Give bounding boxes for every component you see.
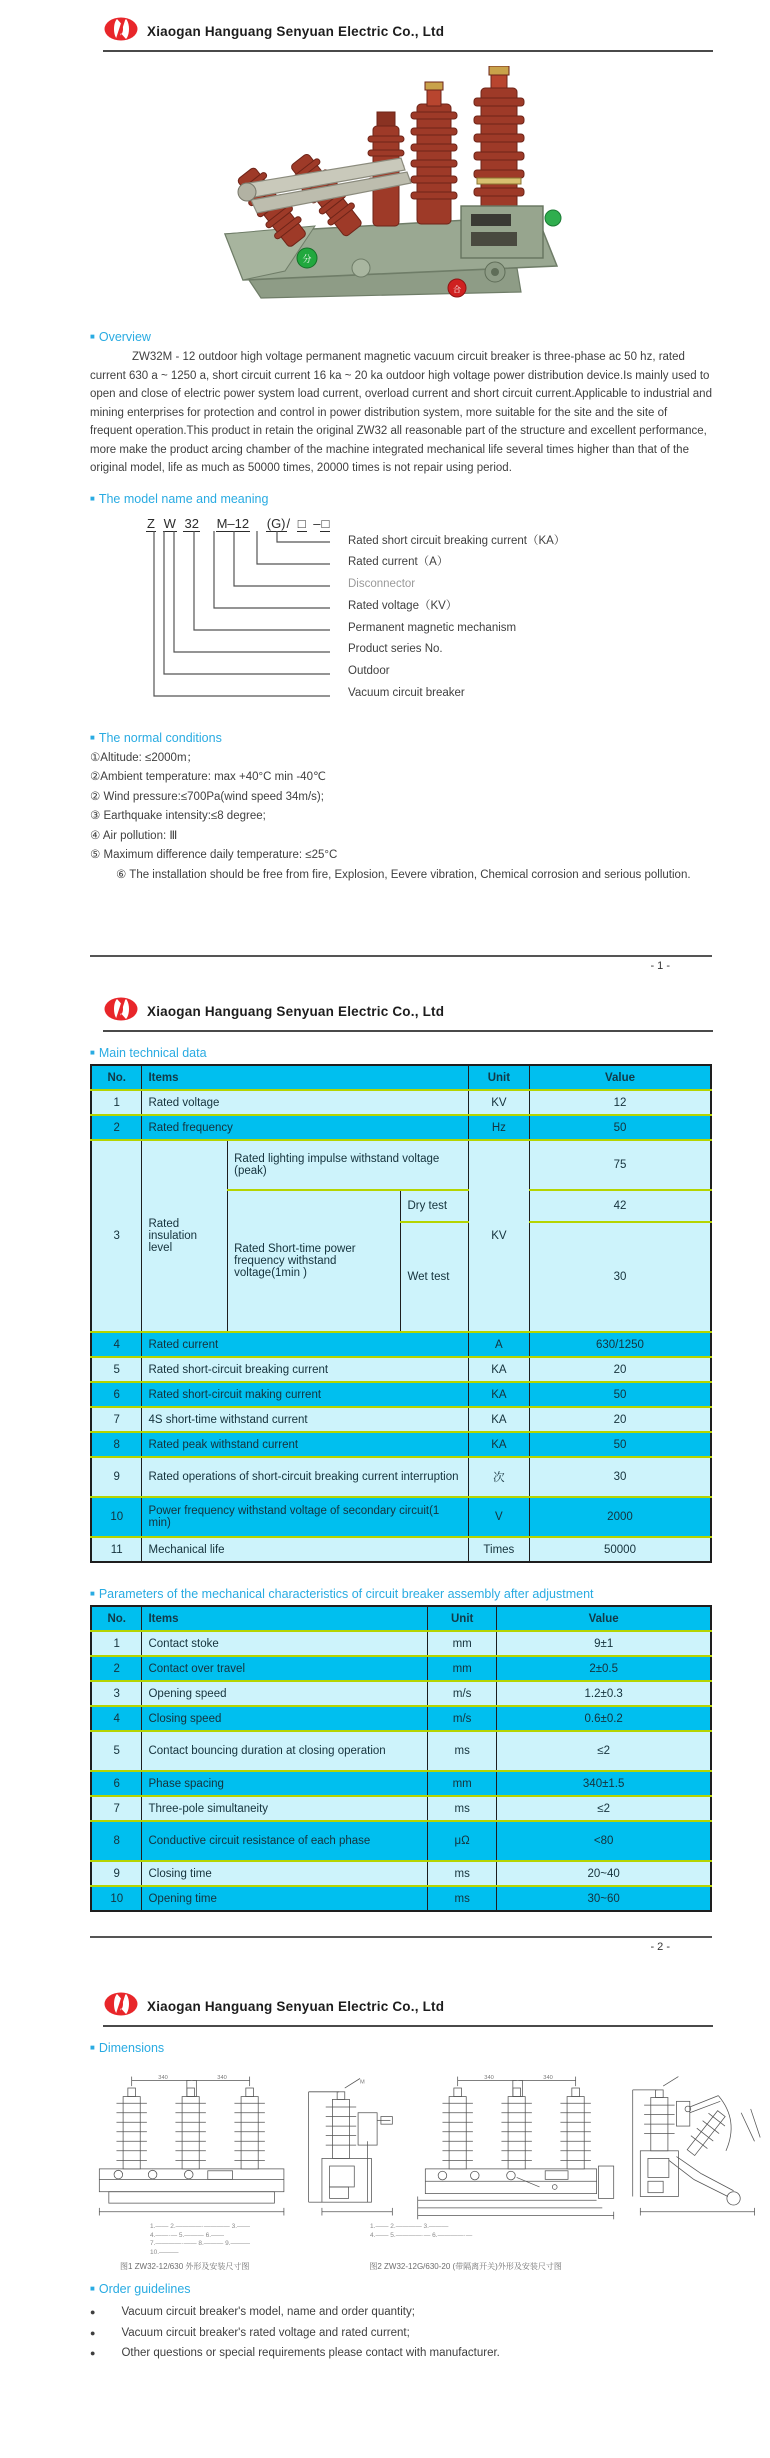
code-part-box1: □ — [297, 515, 306, 531]
table-row — [91, 1681, 711, 1706]
cell-item: Rated voltage — [142, 1090, 468, 1115]
table-header-row — [91, 1606, 711, 1631]
order-item-text: Vacuum circuit breaker's rated voltage and rated current; — [121, 2326, 410, 2339]
cell-unit: KA — [468, 1407, 529, 1432]
page-1 — [0, 0, 770, 980]
section-bullet-icon: ■ — [90, 2284, 95, 2293]
cell-unit: μΩ — [428, 1821, 497, 1861]
cell-item: Mechanical life — [142, 1537, 468, 1562]
cell-no: 1 — [91, 1090, 142, 1115]
cell-value: 75 — [529, 1140, 711, 1190]
table-row — [91, 1357, 711, 1382]
cell-value: ≤2 — [497, 1796, 711, 1821]
model-label: Disconnector — [348, 578, 416, 591]
mech-title: Parameters of the mechanical characteristics of circuit breaker assembly after adjustment — [98, 1587, 594, 1601]
cell-no: 3 — [91, 1140, 142, 1332]
svg-text:340: 340 — [158, 2074, 168, 2081]
code-part-z: Z — [147, 515, 155, 531]
table-row — [91, 1886, 711, 1911]
cell-unit: Times — [468, 1537, 529, 1562]
cell-group: Rated insulation level — [142, 1140, 228, 1332]
order-item-text: Other questions or special requirements please contact with manufacturer. — [121, 2347, 500, 2359]
cell-item: Contact over travel — [142, 1656, 428, 1681]
svg-text:合: 合 — [453, 285, 461, 294]
cell-unit: ms — [428, 1796, 497, 1821]
col-items: Items — [142, 1065, 468, 1090]
cell-item: Power frequency withstand voltage of secondary circuit(1 min) — [142, 1497, 468, 1537]
cell-value: 20 — [529, 1407, 711, 1432]
table-row — [91, 1706, 711, 1731]
tech-title: Main technical data — [98, 1046, 207, 1060]
section-bullet-icon: ■ — [90, 732, 95, 742]
cell-item: Closing speed — [142, 1706, 428, 1731]
page-header — [0, 1975, 770, 2027]
cell-dry: Dry test — [401, 1190, 468, 1222]
condition-item: ①Altitude: ≤2000m； — [90, 751, 199, 764]
cell-no: 3 — [91, 1681, 142, 1706]
model-label: Rated short circuit breaking current（KA） — [348, 534, 566, 547]
cell-value: 0.6±0.2 — [497, 1706, 711, 1731]
cell-no: 5 — [91, 1357, 142, 1382]
table-row — [91, 1796, 711, 1821]
table-row — [91, 1821, 711, 1861]
page-number: - 2 - — [650, 1941, 670, 1953]
conditions-list — [90, 749, 720, 886]
cell-unit: V — [468, 1497, 529, 1537]
svg-text:340: 340 — [484, 2074, 494, 2081]
condition-item: ②Ambient temperature: max +40°C min -40℃ — [90, 771, 326, 783]
company-name: Xiaogan Hanguang Senyuan Electric Co., Ltd — [147, 1999, 445, 2014]
order-item — [90, 2343, 770, 2364]
condition-item: ⑤ Maximum difference daily temperature: ≤25°C — [90, 849, 338, 861]
overview-heading — [90, 330, 770, 344]
company-logo-icon — [103, 1991, 139, 2022]
col-no: No. — [91, 1065, 142, 1090]
cell-no: 4 — [91, 1332, 142, 1357]
overview-title: Overview — [98, 330, 151, 344]
cell-item: Rated current — [142, 1332, 468, 1357]
page-2 — [0, 980, 770, 1975]
cell-item: Contact stoke — [142, 1631, 428, 1656]
cell-value: 20~40 — [497, 1861, 711, 1886]
order-item-text: Vacuum circuit breaker's model, name and order quantity; — [121, 2306, 415, 2318]
page-header — [0, 0, 770, 52]
cell-value: 2000 — [529, 1497, 711, 1537]
model-label: Rated voltage（KV） — [348, 599, 458, 612]
table-row — [91, 1497, 711, 1537]
col-no: No. — [91, 1606, 142, 1631]
dimension-drawings — [86, 2071, 770, 2223]
dimensions-heading — [90, 2041, 770, 2055]
code-part-32: 32 — [184, 515, 199, 531]
cell-unit: ms — [428, 1861, 497, 1886]
order-heading — [90, 2282, 770, 2296]
svg-text:340: 340 — [543, 2074, 553, 2081]
cell-item: Contact bouncing duration at closing operation — [142, 1731, 428, 1771]
cell-value: <80 — [497, 1821, 711, 1861]
cell-unit: ms — [428, 1886, 497, 1911]
company-logo-icon — [103, 16, 139, 47]
page-number: - 1 - — [650, 960, 670, 972]
table-row — [91, 1382, 711, 1407]
table-row — [91, 1656, 711, 1681]
cell-value: 12 — [529, 1090, 711, 1115]
bullet-dot-icon: ● — [90, 2307, 96, 2317]
cell-no: 9 — [91, 1457, 142, 1497]
order-title: Order guidelines — [98, 2282, 191, 2296]
cell-sub1: Rated lighting impulse withstand voltage (peak) — [228, 1140, 469, 1190]
model-label: Product series No. — [348, 643, 443, 656]
page-3 — [0, 1975, 770, 2458]
drawing-captions — [120, 2257, 770, 2272]
header-rule — [103, 1030, 713, 1032]
model-heading — [90, 492, 770, 506]
table-row — [91, 1432, 711, 1457]
cell-unit: mm — [428, 1631, 497, 1656]
cell-unit: Hz — [468, 1115, 529, 1140]
model-labels — [348, 531, 728, 705]
svg-text:分: 分 — [302, 254, 312, 264]
cell-unit: KV — [468, 1090, 529, 1115]
cell-wet: Wet test — [401, 1222, 468, 1332]
main-technical-table — [90, 1064, 712, 1563]
conditions-heading — [90, 731, 770, 745]
cell-unit: KA — [468, 1357, 529, 1382]
drawing-caption-left: 图1 ZW32-12/630 外形及安装尺寸图 — [120, 2262, 250, 2271]
cell-item: Rated short-circuit making current — [142, 1382, 468, 1407]
order-guidelines — [90, 2302, 770, 2364]
cell-item: Closing time — [142, 1861, 428, 1886]
code-slash: / — [286, 515, 291, 531]
cell-unit: m/s — [428, 1706, 497, 1731]
overview-text: ZW32M - 12 outdoor high voltage permanent magnetic vacuum circuit breaker is three-phase ac 50 hz, rated current 630 a ~ 1250 a, short circuit current 16 ka ~ 20 ka outdoor high voltage power distribution device.Is mainly used to open and close of electric power system load current, overload current and short circuit current.Applicable to industrial and mining enterprises for protection and control in power distribution system, more suitable for the site and the site of frequent operation.This product in retain the original ZW32 all reasonable part of the structure and excellent performance, more make the product arcing chamber of the machine integrated mechanical life several times higher than that of the original model, life as much as 50000 times, 20000 times is not repair using period. — [90, 351, 712, 474]
table-row-insulation — [91, 1140, 711, 1190]
table-row — [91, 1771, 711, 1796]
col-items: Items — [142, 1606, 428, 1631]
table-row — [91, 1457, 711, 1497]
col-value: Value — [497, 1606, 711, 1631]
condition-item: ④ Air pollution: Ⅲ — [90, 829, 178, 842]
cell-value: 50000 — [529, 1537, 711, 1562]
svg-text:340: 340 — [217, 2074, 227, 2081]
company-name: Xiaogan Hanguang Senyuan Electric Co., Ltd — [147, 1004, 445, 1019]
table-row — [91, 1115, 711, 1140]
table-row — [91, 1861, 711, 1886]
section-bullet-icon: ■ — [90, 493, 95, 503]
section-bullet-icon: ■ — [90, 332, 95, 341]
cell-value: 630/1250 — [529, 1332, 711, 1357]
cell-value: 9±1 — [497, 1631, 711, 1656]
code-part-g: (G) — [266, 515, 286, 531]
drawing-caption-right: 图2 ZW32-12G/630-20 (带隔离开关)外形及安装尺寸图 — [369, 2262, 562, 2271]
code-part-w: W — [163, 515, 176, 531]
dimensions-title: Dimensions — [98, 2041, 165, 2055]
code-part-m12: M–12 — [216, 515, 250, 531]
cell-no: 4 — [91, 1706, 142, 1731]
cell-unit: m/s — [428, 1681, 497, 1706]
table-row — [91, 1731, 711, 1771]
cell-unit: KA — [468, 1432, 529, 1457]
condition-item: ② Wind pressure:≤700Pa(wind speed 34m/s); — [90, 790, 324, 803]
model-diagram — [90, 531, 730, 717]
table-row — [91, 1537, 711, 1562]
company-name: Xiaogan Hanguang Senyuan Electric Co., Ltd — [147, 24, 445, 39]
overview-paragraph — [90, 348, 712, 478]
cell-value: 2±0.5 — [497, 1656, 711, 1681]
cell-unit: A — [468, 1332, 529, 1357]
model-label: Permanent magnetic mechanism — [348, 621, 517, 634]
col-unit: Unit — [428, 1606, 497, 1631]
condition-item: ③ Earthquake intensity:≤8 degree; — [90, 810, 266, 822]
cell-no: 10 — [91, 1886, 142, 1911]
cell-unit: mm — [428, 1771, 497, 1796]
section-bullet-icon: ■ — [90, 1048, 95, 1057]
cell-no: 6 — [91, 1771, 142, 1796]
col-value: Value — [529, 1065, 711, 1090]
model-label: Outdoor — [348, 665, 390, 678]
cell-item: 4S short-time withstand current — [142, 1407, 468, 1432]
model-title: The model name and meaning — [98, 491, 269, 506]
cell-unit: 次 — [468, 1457, 529, 1497]
cell-item: Rated peak withstand current — [142, 1432, 468, 1457]
code-part-box2: □ — [321, 515, 330, 531]
order-item — [90, 2302, 770, 2323]
cell-item: Three-pole simultaneity — [142, 1796, 428, 1821]
cell-no: 8 — [91, 1432, 142, 1457]
drawing-notes-left: 1.—— 2.————·———— 3.—— 4.——·— 5.——— 6.—— 7.————·—— 8.——— 9.——— 10.——— — [150, 2223, 251, 2256]
model-label: Rated current（A） — [348, 556, 449, 569]
tech-heading — [90, 1046, 770, 1060]
table-row — [91, 1332, 711, 1357]
bullet-dot-icon: ● — [90, 2327, 96, 2338]
table-row — [91, 1407, 711, 1432]
cell-item: Rated short-circuit breaking current — [142, 1357, 468, 1382]
col-unit: Unit — [468, 1065, 529, 1090]
page1-footer — [90, 955, 712, 972]
cell-value: 340±1.5 — [497, 1771, 711, 1796]
condition-item: ⑥ The installation should be free from fire, Explosion, Eevere vibration, Chemical corrosion and serious pollution. — [116, 868, 691, 881]
cell-item: Rated operations of short-circuit breaking current interruption — [142, 1457, 468, 1497]
cell-value: 50 — [529, 1382, 711, 1407]
section-bullet-icon: ■ — [90, 1589, 95, 1598]
conditions-title: The normal conditions — [98, 730, 222, 745]
cell-no: 11 — [91, 1537, 142, 1562]
cell-unit: KA — [468, 1382, 529, 1407]
table-row — [91, 1090, 711, 1115]
cell-value: 20 — [529, 1357, 711, 1382]
drawing-notes — [150, 2223, 770, 2257]
cell-item: Opening speed — [142, 1681, 428, 1706]
drawing-side-view-2 — [627, 2071, 770, 2223]
cell-value: 50 — [529, 1432, 711, 1457]
svg-text:M: M — [360, 2079, 366, 2086]
page-header — [0, 980, 770, 1032]
cell-unit: KV — [468, 1140, 529, 1332]
header-rule — [103, 2025, 713, 2027]
drawing-notes-right: 1.—— 2.———— 3.——— 4.—— 5.————·— 6.————·— — [370, 2223, 473, 2239]
bullet-dot-icon: ● — [90, 2348, 96, 2358]
cell-item: Opening time — [142, 1886, 428, 1911]
header-rule — [103, 50, 713, 52]
cell-value: 30~60 — [497, 1886, 711, 1911]
cell-no: 9 — [91, 1861, 142, 1886]
cell-no: 2 — [91, 1656, 142, 1681]
cell-item: Phase spacing — [142, 1771, 428, 1796]
cell-value: ≤2 — [497, 1731, 711, 1771]
page2-footer — [90, 1936, 712, 1953]
mech-heading — [90, 1587, 770, 1601]
drawing-front-view-2 — [412, 2071, 621, 2223]
cell-sub2: Rated Short-time power frequency withstand voltage(1min ) — [228, 1190, 401, 1332]
cell-no: 6 — [91, 1382, 142, 1407]
cell-value: 30 — [529, 1222, 711, 1332]
order-item — [90, 2323, 770, 2344]
cell-no: 2 — [91, 1115, 142, 1140]
cell-no: 7 — [91, 1407, 142, 1432]
cell-value: 42 — [529, 1190, 711, 1222]
model-code — [146, 516, 770, 531]
cell-no: 5 — [91, 1731, 142, 1771]
drawing-side-view-1 — [301, 2071, 406, 2223]
cell-no: 8 — [91, 1821, 142, 1861]
cell-no: 7 — [91, 1796, 142, 1821]
cell-value: 50 — [529, 1115, 711, 1140]
product-photo — [165, 66, 605, 316]
model-label: Vacuum circuit breaker — [348, 687, 465, 700]
section-bullet-icon: ■ — [90, 2043, 95, 2052]
cell-item: Rated frequency — [142, 1115, 468, 1140]
mechanical-parameters-table — [90, 1605, 712, 1912]
code-dash: – — [313, 515, 321, 531]
table-row — [91, 1631, 711, 1656]
cell-no: 1 — [91, 1631, 142, 1656]
cell-unit: mm — [428, 1656, 497, 1681]
cell-value: 1.2±0.3 — [497, 1681, 711, 1706]
cell-no: 10 — [91, 1497, 142, 1537]
table-header-row — [91, 1065, 711, 1090]
cell-item: Conductive circuit resistance of each phase — [142, 1821, 428, 1861]
company-logo-icon — [103, 996, 139, 1027]
cell-value: 30 — [529, 1457, 711, 1497]
drawing-front-view-1 — [86, 2071, 295, 2223]
cell-unit: ms — [428, 1731, 497, 1771]
